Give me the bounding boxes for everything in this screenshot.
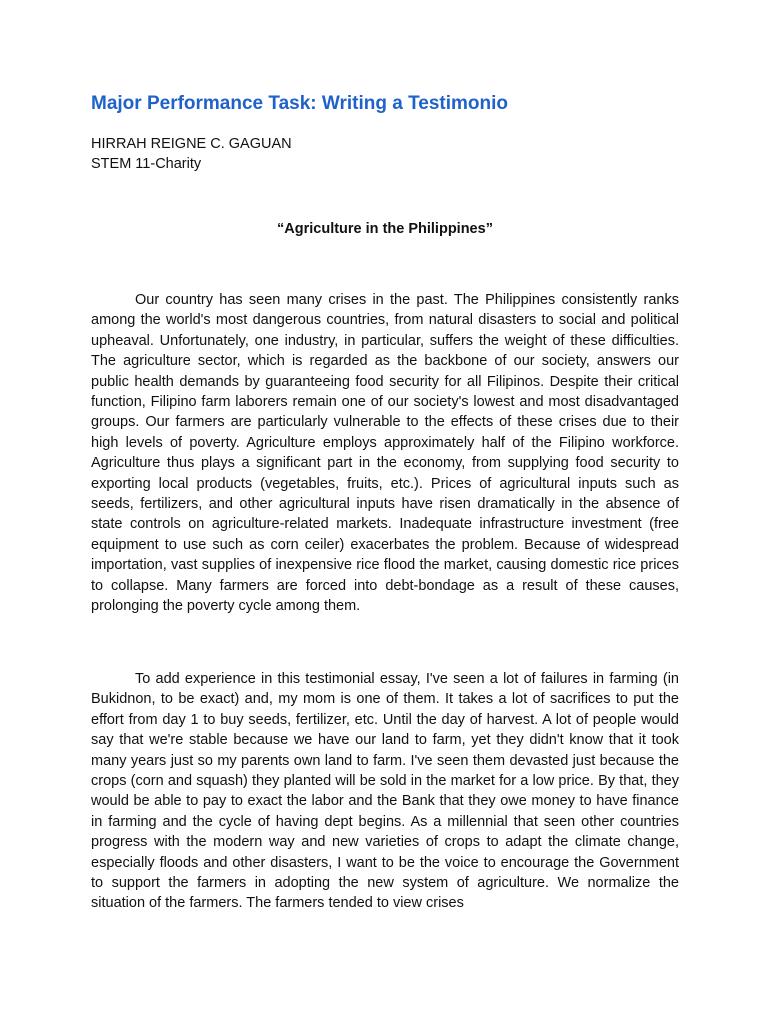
paragraph-2: To add experience in this testimonial essay, I've seen a lot of failures in farming (in Bukidnon, to be exact) and, my mom is one of them. It takes a lot of sacrifices to put the effort from day 1 to buy seeds, fertilizer, etc. Until the day of harvest. A lot of people would say that we're stable because we have our land to farm, yet they didn't know that it took many years just so my parents own land to farm. I've seen them devasted just because the crops (corn and squash) they planted will be sold in the market for a low price. By that, they would be able to pay to exact the labor and the Bank that they owe money to have finance in farming and the cycle of having dept begins. As a millennial that seen other countries progress with the modern way and new varieties of crops to adapt the climate change, especially floods and other disasters, I want to be the voice to encourage the Government to support the farmers in adopting the new system of agriculture. We normalize the situation of the farmers. The farmers tended to view crises [91, 671, 679, 912]
paragraph-1: Our country has seen many crises in the past. The Philippines consistently ranks among the world's most dangerous countries, from natural disasters to social and political upheaval. Unfortunately, one industry, in particular, suffers the weight of these difficulties. The agriculture sector, which is regarded as the backbone of our society, answers our public health demands by guaranteeing food security for all Filipinos. Despite their critical function, Filipino farm laborers remain one of our society's lowest and most disadvantaged groups. Our farmers are particularly vulnerable to the effects of these crises due to their high levels of poverty. Agriculture employs approximately half of the Filipino workforce. Agriculture thus plays a significant part in the economy, from supplying food security to exporting local products (vegetables, fruits, etc.). Prices of agricultural inputs such as seeds, fertilizers, and other agricultural inputs have risen dramatically in the absence of state controls on agriculture-related markets. Inadequate infrastructure investment (free equipment to use such as corn ceiler) exacerbates the problem. Because of widespread importation, vast supplies of inexpensive rice flood the market, causing domestic rice prices to collapse. Many farmers are forced into debt-bondage as a result of these causes, prolonging the poverty cycle among them. [91, 292, 679, 615]
class-section: STEM 11-Charity [91, 156, 202, 172]
essay-title: “Agriculture in the Philippines” [277, 221, 493, 237]
author-block [91, 134, 292, 174]
document-heading: Major Performance Task: Writing a Testimonio [91, 93, 509, 114]
author-name: HIRRAH REIGNE C. GAGUAN [91, 136, 292, 152]
